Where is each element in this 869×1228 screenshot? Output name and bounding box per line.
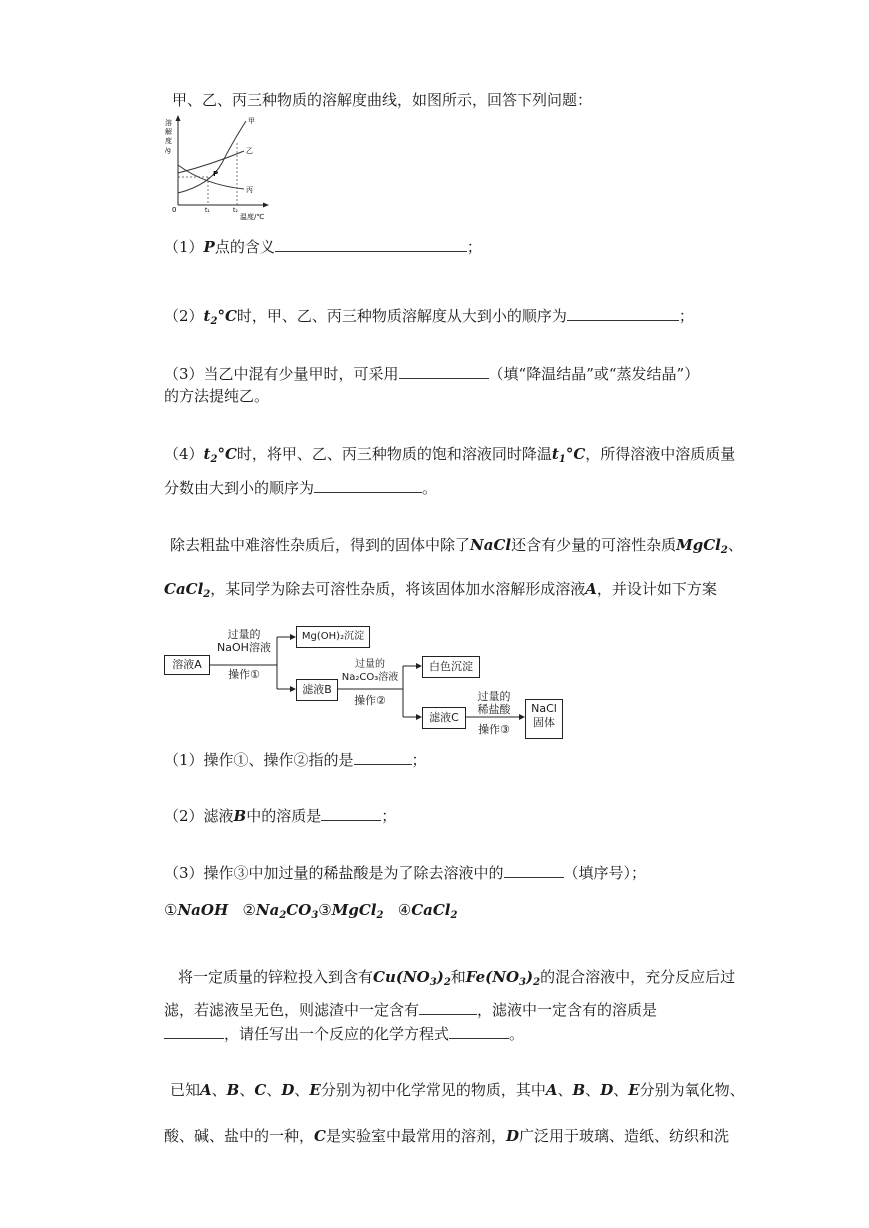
q3-line2: 滤，若滤液呈无色，则滤渣中一定含有 ，滤液中一定含有的溶质是 [164, 1001, 658, 1019]
precip1-box: Mg(OH)₂沉淀 [296, 626, 370, 648]
tick-t2: t₂ [233, 207, 238, 214]
q2-item3: （3）操作③中加过量的稀盐酸是为了除去溶液中的 （填序号）； [164, 864, 647, 882]
op2-label: 操作② [354, 694, 386, 707]
answer-blank[interactable] [567, 306, 679, 321]
op1-label: 操作① [228, 668, 260, 681]
q2-line2: CaCl$_2$，某同学为除去可溶性杂质，将该固体加水溶解形成溶液A，并设计如下方案 [164, 580, 717, 600]
reagent3-label: 过量的 稀盐酸 [477, 690, 511, 716]
ylabel-2: 解 [165, 128, 172, 136]
q2-item1: （1）操作①、操作②指的是 ； [164, 751, 427, 769]
filtrate-c-box: 滤液C [422, 707, 466, 729]
q1-item3-line2: 的方法提纯乙。 [164, 387, 270, 405]
ylabel-3: 度 [165, 137, 172, 145]
q1-item1: （1）P点的含义 ； [164, 238, 482, 256]
xlabel: 温度/℃ [240, 213, 265, 221]
q1-intro: 甲、乙、丙三种物质的溶解度曲线，如图所示，回答下列问题： [172, 91, 593, 109]
solubility-graph [160, 113, 270, 223]
q4-line1: 已知A、B、C、D、E分别为初中化学常见的物质，其中A、B、D、E分别为氧化物、 [170, 1081, 745, 1099]
label-origin: 0 [172, 206, 177, 214]
label-bing: 丙 [246, 186, 253, 194]
reagent2-label: 过量的 Na₂CO₃溶液 [341, 659, 399, 683]
q2-item2: （2）滤液B中的溶质是 ； [164, 807, 397, 825]
reagent1-label: 过量的 NaOH溶液 [217, 628, 271, 654]
label-jia: 甲 [248, 117, 255, 125]
answer-blank[interactable] [449, 1024, 509, 1039]
ylabel-4: /g [165, 147, 171, 154]
q3-line3: ，请任写出一个反应的化学方程式 。 [164, 1024, 524, 1044]
answer-blank[interactable] [314, 478, 422, 493]
q3-line1: 将一定质量的锌粒投入到含有$Cu(NO_3)_2$和$Fe(NO_3)_2$的混合溶液中，充分反应后过 [178, 968, 736, 988]
answer-blank[interactable] [321, 806, 381, 821]
answer-blank[interactable] [399, 364, 489, 379]
q2-options: ①NaOH $②Na_2CO_3③MgCl_2$ ④CaCl$_2$ [164, 901, 458, 921]
tick-t1: t₁ [205, 207, 210, 214]
q1-item3-line1: （3）当乙中混有少量甲时，可采用 （填“降温结晶”或“蒸发结晶”） [164, 365, 700, 383]
flowchart [160, 620, 580, 744]
answer-blank[interactable] [164, 1024, 224, 1039]
label-yi: 乙 [246, 147, 253, 155]
q1-item2: $(2)t_2^\circ C$时，甲、乙、丙三种物质溶解度从大到小的顺序为 ； [164, 307, 694, 327]
filtrate-b-box: 滤液B [296, 679, 338, 701]
q4-line2: 酸、碱、盐中的一种，C是实验室中最常用的溶剂，D广泛用于玻璃、造纸、纺织和洗 [164, 1127, 730, 1145]
answer-blank[interactable] [354, 750, 412, 765]
q1-item4-line2: 分数由大到小的顺序为 。 [164, 479, 438, 497]
ylabel-1: 溶 [165, 119, 172, 127]
curve-yi [178, 151, 244, 173]
op3-label: 操作③ [478, 723, 510, 736]
nacl-solid-box: NaCl 固体 [525, 699, 563, 739]
q1-item4-line1: $(4)t_2^\circ C$时，将甲、乙、丙三种物质的饱和溶液同时降温$t_1^\circ C$，所得溶液中溶质质量 [164, 445, 736, 465]
solution-a-box: 溶液A [164, 655, 210, 675]
q2-line1: 除去粗盐中难溶性杂质后，得到的固体中除了NaCl还含有少量的可溶性杂质MgCl$_2$、 [170, 536, 743, 556]
label-p: P [213, 170, 219, 178]
answer-blank[interactable] [504, 863, 564, 878]
answer-blank[interactable] [275, 237, 467, 252]
answer-blank[interactable] [419, 1000, 477, 1015]
precip2-box: 白色沉淀 [422, 656, 480, 678]
